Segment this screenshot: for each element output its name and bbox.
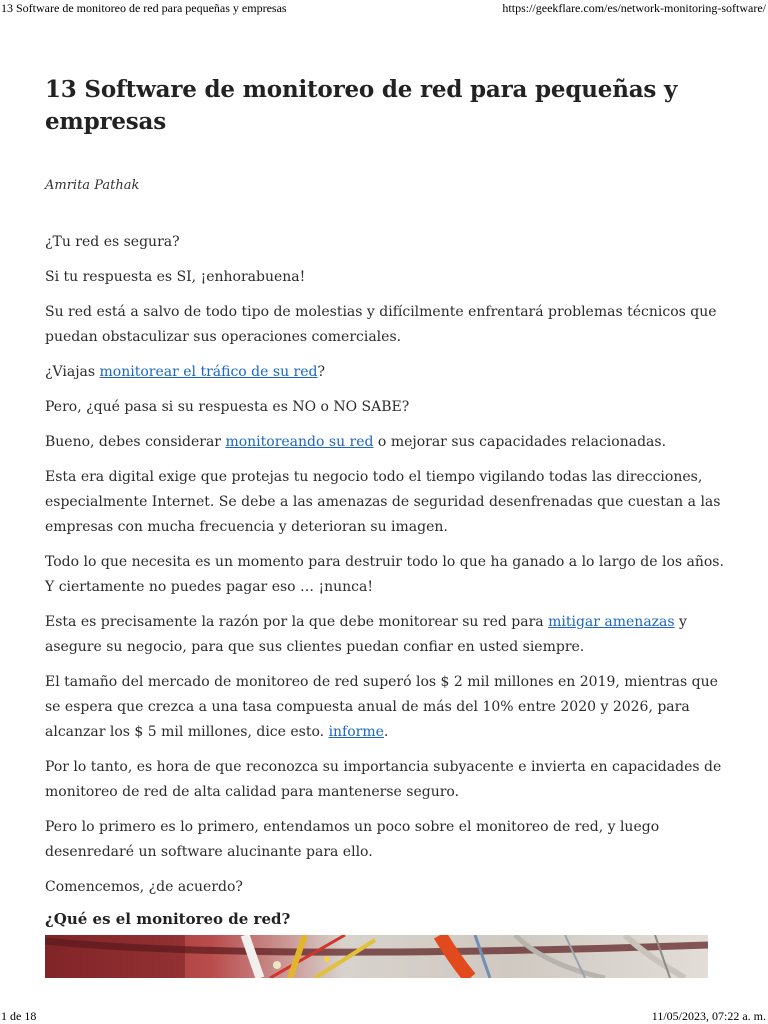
- paragraph: Si tu respuesta es SI, ¡enhorabuena!: [45, 269, 306, 285]
- paragraph-text: El tamaño del mercado de monitoreo de red superó los $ 2 mil millones en 2019, mientras que se espera que crezca a una tasa compuesta anual de más del 10% entre 2020 y 2026, para alcanzar los $ 5 mil millones, dice esto.: [45, 674, 718, 740]
- link-report[interactable]: informe: [328, 724, 384, 740]
- paragraph: [45, 430, 725, 455]
- paragraph: Su red está a salvo de todo tipo de molestias y difícilmente enfrentará problemas técnicos que puedan obstaculizar sus operaciones comerciales.: [45, 304, 717, 345]
- paragraph-text: .: [383, 724, 389, 740]
- paragraph: Esta era digital exige que protejas tu negocio todo el tiempo vigilando todas las direcciones, especialmente Internet. Se debe a las amenazas de seguridad desenfrenadas que cuestan a las empresas con mucha frecuencia y deterioran su imagen.: [45, 469, 721, 535]
- article-author: Amrita Pathak: [45, 178, 140, 193]
- paragraph: Pero, ¿qué pasa si su respuesta es NO o NO SABE?: [45, 399, 410, 415]
- paragraph-text: ?: [317, 364, 325, 380]
- paragraph: Pero lo primero es lo primero, entendamos un poco sobre el monitoreo de red, y luego desenredaré un software alucinante para ello.: [45, 819, 660, 860]
- paragraph: Comencemos, ¿de acuerdo?: [45, 879, 243, 895]
- print-footer: [0, 1009, 768, 1024]
- paragraph-text: Bueno, debes considerar: [45, 434, 226, 450]
- page-number: 1 de 18: [1, 1009, 37, 1023]
- paragraph-text: Esta es precisamente la razón por la que debe monitorear su red para: [45, 614, 549, 630]
- section-heading: ¿Qué es el monitoreo de red?: [45, 910, 291, 928]
- paragraph-text: y asegure su negocio, para que sus clientes puedan confiar en usted siempre.: [45, 614, 687, 655]
- paragraph: Todo lo que necesita es un momento para destruir todo lo que ha ganado a lo largo de los años. Y ciertamente no puedes pagar eso … ¡nunca!: [45, 554, 724, 595]
- article-title: 13 Software de monitoreo de red para pequeñas y empresas: [45, 76, 678, 135]
- print-url: https://geekflare.com/es/network-monitoring-software/: [502, 1, 766, 15]
- print-doc-title: 13 Software de monitoreo de red para pequeñas y empresas: [1, 1, 287, 15]
- link-monitoring-network[interactable]: monitoreando su red: [225, 434, 374, 450]
- print-header: [0, 1, 768, 16]
- link-mitigate-threats[interactable]: mitigar amenazas: [548, 614, 675, 630]
- paragraph: [45, 670, 725, 745]
- paragraph-text: o mejorar sus capacidades relacionadas.: [373, 434, 667, 450]
- paragraph: [45, 610, 725, 660]
- link-network-traffic[interactable]: monitorear el tráfico de su red: [99, 364, 318, 380]
- paragraph-text: ¿Viajas: [45, 364, 100, 380]
- article: [45, 74, 725, 928]
- print-datetime: 11/05/2023, 07:22 a. m.: [651, 1009, 766, 1023]
- paragraph: [45, 360, 725, 385]
- paragraph: Por lo tanto, es hora de que reconozca su importancia subyacente e invierta en capacidades de monitoreo de red de alta calidad para mantenerse seguro.: [45, 759, 722, 800]
- article-body: [45, 230, 725, 928]
- network-cables-illustration: [45, 935, 708, 978]
- paragraph: ¿Tu red es segura?: [45, 234, 180, 250]
- hero-image-network-cables: [45, 935, 708, 978]
